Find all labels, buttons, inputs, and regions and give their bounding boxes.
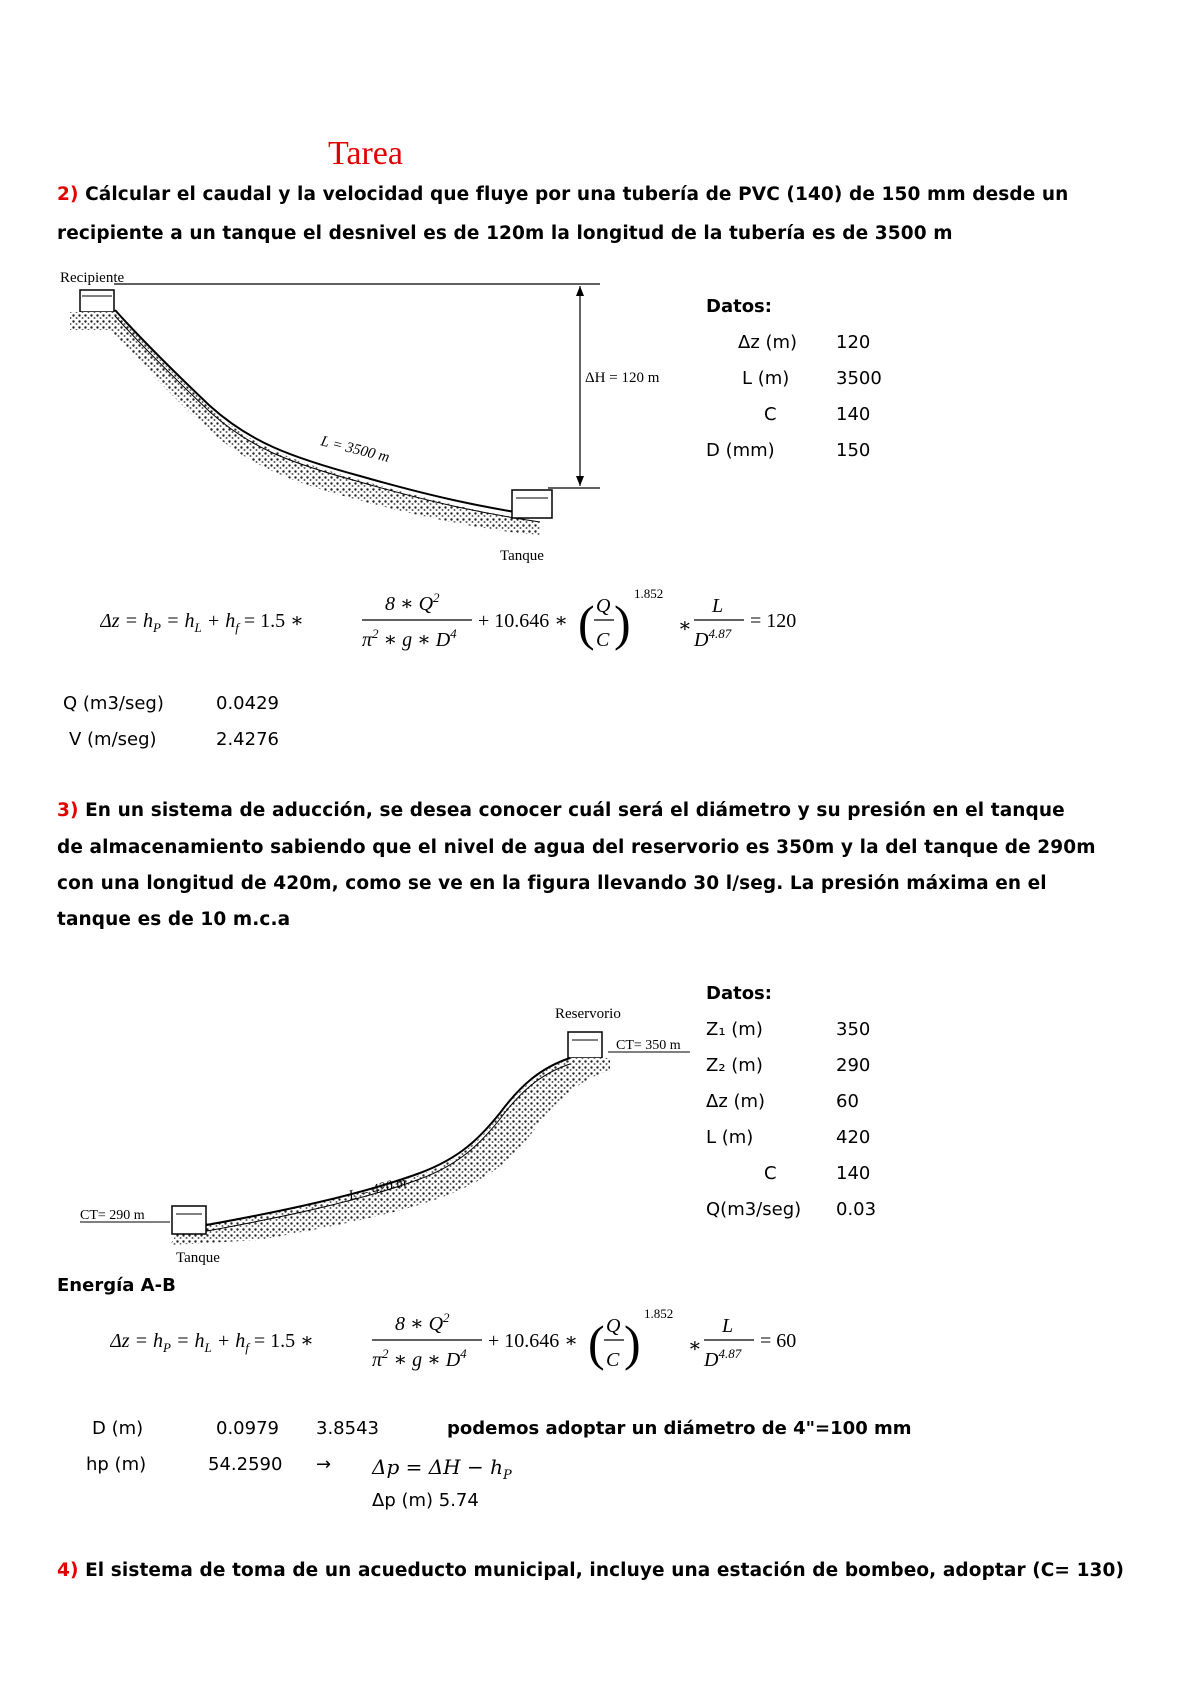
arrow-right-icon: →	[316, 1454, 332, 1475]
problem-3-line-4: tanque es de 10 m.c.a	[57, 909, 291, 930]
problem-4-line-1: 4) El sistema de toma de un acueducto municipal, incluye una estación de bombeo, adoptar (C= 130)	[57, 1560, 1125, 1581]
reservoir-tank-icon	[568, 1032, 602, 1058]
svg-text:D4.87: $D^{4.87}$	[694, 626, 732, 651]
problem-3-line-1: 3) En un sistema de aducción, se desea conocer cuál será el diámetro y su presión en el tanque	[57, 800, 1065, 821]
arrow-up-icon	[576, 286, 584, 296]
datos-3-label-0: Z₁ (m)	[706, 1019, 763, 1040]
svg-text:(: (	[588, 1315, 605, 1371]
svg-text:+ 10.646 ∗: + 10.646 ∗	[488, 1330, 578, 1352]
svg-text:π2 ∗ g ∗ D4: $\pi^2$ ∗ g ∗ $D^4$	[362, 626, 457, 651]
svg-text:= 60: = 60	[760, 1330, 797, 1352]
datos-2-value-0: 120	[836, 332, 871, 353]
equation-2	[100, 582, 820, 672]
energy-label: Energía A-B	[57, 1275, 176, 1296]
svg-text:D4.87: $D^{4.87}$	[704, 1346, 742, 1371]
datos-3-label-5: Q(m3/seg)	[706, 1199, 802, 1220]
svg-text:+ 10.646 ∗: + 10.646 ∗	[478, 610, 568, 632]
datos-3-label-3: L (m)	[706, 1127, 754, 1148]
svg-text:(: (	[578, 595, 595, 651]
svg-text:Q: Q	[596, 595, 611, 617]
label-length-2: L = 420 m	[347, 1175, 408, 1204]
datos-3-label-2: Δz (m)	[706, 1091, 766, 1112]
result-3-dp-result: Δp (m) 5.74	[372, 1490, 479, 1511]
svg-text:): )	[614, 595, 631, 651]
svg-text:8 ∗ Q2: 8 ∗ $Q^2$	[385, 590, 440, 615]
recipient-tank-icon	[80, 290, 114, 312]
datos-3-value-1: 290	[836, 1055, 871, 1076]
problem-2-number: 2)	[57, 184, 79, 205]
datos-3-label-1: Z₂ (m)	[706, 1055, 763, 1076]
datos-title-2: Datos:	[706, 296, 772, 317]
datos-2-label-2: C	[764, 404, 777, 425]
result-3-dp-formula: $\Delta p = \Delta H - h_P$	[372, 1455, 512, 1483]
figure-pipeline-1	[60, 260, 680, 585]
result-2-value-1: 2.4276	[216, 729, 279, 750]
svg-text:π2 ∗ g ∗ D4: $\pi^2$ ∗ g ∗ $D^4$	[372, 1346, 467, 1371]
arrow-down-icon	[576, 476, 584, 486]
svg-text:): )	[624, 1315, 641, 1371]
problem-3-line-2: de almacenamiento sabiendo que el nivel de agua del reservorio es 350m y la del tanque de 290m	[57, 837, 1096, 858]
svg-text:1.852: 1.852	[634, 586, 664, 601]
tank-icon-2	[172, 1206, 206, 1234]
svg-text:1.852: 1.852	[644, 1306, 674, 1321]
svg-text:∗: ∗	[678, 615, 692, 637]
datos-3-value-4: 140	[836, 1163, 871, 1184]
datos-2-label-3: D (mm)	[706, 440, 775, 461]
svg-text:L: L	[712, 595, 724, 617]
problem-3-line-3: con una longitud de 420m, como se ve en la figura llevando 30 l/seg. La presión máxima en el	[57, 873, 1047, 894]
result-3-d-value: 0.0979	[216, 1418, 279, 1439]
datos-2-value-1: 3500	[836, 368, 882, 389]
svg-text:8 ∗ Q2: 8 ∗ $Q^2$	[395, 1310, 450, 1335]
datos-3-value-2: 60	[836, 1091, 859, 1112]
svg-text:L: L	[722, 1315, 734, 1337]
datos-title-3: Datos:	[706, 983, 772, 1004]
result-3-hp-value: 54.2590	[208, 1454, 283, 1475]
svg-text:Q: Q	[606, 1315, 621, 1337]
datos-3-value-3: 420	[836, 1127, 871, 1148]
problem-3-number: 3)	[57, 800, 79, 821]
datos-3-label-4: C	[764, 1163, 777, 1184]
svg-text:Δz = hP = hL + hf = 1.5 ∗: $\Delta z = h_P = h_L + h_f = 1.5$ ∗	[110, 1330, 314, 1355]
result-3-d-label: D (m)	[92, 1418, 144, 1439]
label-ct-290: CT= 290 m	[80, 1208, 145, 1223]
result-3-d-inches: 3.8543	[316, 1418, 379, 1439]
datos-2-value-3: 150	[836, 440, 871, 461]
svg-text:Δz = hP = hL + hf = 1.5 ∗: $\Delta z = h_P = h_L + h_f = 1.5$ ∗	[100, 610, 304, 635]
figure-pipeline-2	[80, 1000, 700, 1275]
result-3-hp-label: hp (m)	[86, 1454, 147, 1475]
datos-2-label-1: L (m)	[742, 368, 790, 389]
datos-2-value-2: 140	[836, 404, 871, 425]
svg-text:∗: ∗	[688, 1335, 702, 1357]
equation-2-result: 120	[766, 610, 797, 632]
label-ct-350: CT= 350 m	[616, 1038, 681, 1053]
label-reservorio: Reservorio	[555, 1006, 621, 1022]
result-2-label-1: V (m/seg)	[69, 729, 157, 750]
label-tanque-2: Tanque	[176, 1250, 220, 1266]
ground-slope-2	[170, 1058, 610, 1245]
datos-3-value-0: 350	[836, 1019, 871, 1040]
result-2-label-0: Q (m3/seg)	[63, 693, 164, 714]
problem-2-line-2: recipiente a un tanque el desnivel es de 120m la longitud de la tubería es de 3500 m	[57, 223, 953, 244]
label-tanque: Tanque	[500, 548, 544, 564]
label-recipiente: Recipiente	[60, 270, 125, 286]
problem-4-number: 4)	[57, 1560, 79, 1581]
page-title: Tarea	[328, 135, 403, 172]
result-3-d-note: podemos adoptar un diámetro de 4"=100 mm	[447, 1418, 912, 1439]
problem-2-line-1: 2) Cálcular el caudal y la velocidad que fluye por una tubería de PVC (140) de 150 mm desde un	[57, 184, 1069, 205]
equation-3-result: 60	[776, 1330, 797, 1352]
equation-3	[110, 1302, 830, 1392]
ground-slope	[70, 312, 540, 535]
svg-text:C: C	[596, 629, 610, 651]
label-length: L = 3500 m	[319, 433, 392, 466]
svg-text:= 120: = 120	[750, 610, 797, 632]
result-2-value-0: 0.0429	[216, 693, 279, 714]
label-delta-h: ΔH = 120 m	[585, 370, 660, 386]
tank-icon	[512, 490, 552, 518]
datos-3-value-5: 0.03	[836, 1199, 877, 1220]
svg-text:C: C	[606, 1349, 620, 1371]
datos-2-label-0: Δz (m)	[738, 332, 798, 353]
